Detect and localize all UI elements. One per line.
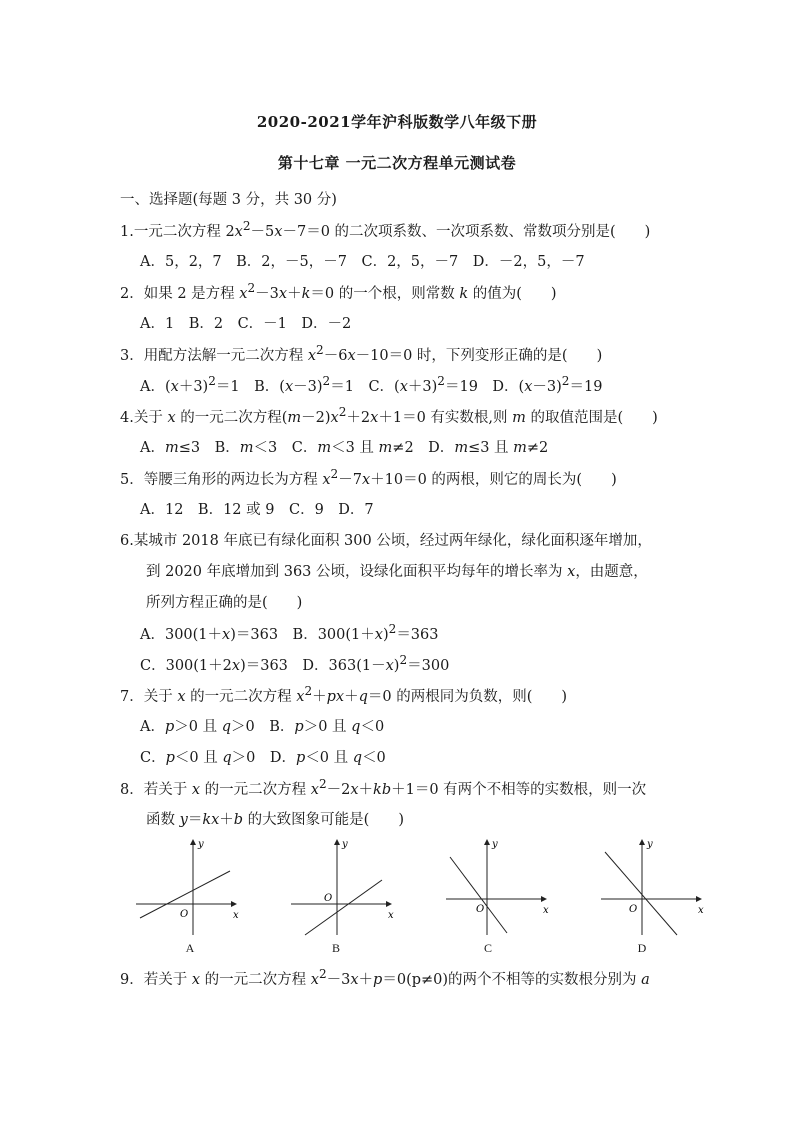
graph-d — [595, 835, 720, 960]
graph-d-plot — [595, 835, 720, 960]
question-6-line-3: 所列方程正确的是( ) — [146, 595, 303, 611]
graph-c-line — [450, 857, 507, 933]
graph-b-line — [305, 880, 382, 935]
question-8-line-2: 函数 y＝kx＋b 的大致图象可能是( ) — [146, 812, 405, 828]
question-3: 3．用配方法解一元二次方程 $x^2-6x-10=0$ 时，下列变形正确的是( ) — [120, 343, 603, 364]
y-label: y — [647, 839, 653, 850]
question-7-options-ab: A．p＞0 且 q＞0 B．p＞0 且 q＜0 — [140, 719, 385, 735]
x-label: x — [233, 910, 239, 921]
x-label: x — [543, 905, 549, 916]
question-1-options: A．5，2，7 B．2，－5，－7 C．2，5，－7 D．－2，5，－7 — [140, 254, 585, 270]
x-label: x — [388, 910, 394, 921]
question-7-options-cd: C．p＜0 且 q＞0 D．p＜0 且 q＜0 — [140, 750, 386, 766]
graph-b-plot — [285, 835, 410, 960]
graph-b-label: B — [331, 941, 340, 955]
y-label: y — [198, 839, 204, 850]
question-6-options-ab: A．300(1＋x)＝363 B．$300(1+x)^2=363$ — [140, 622, 439, 643]
question-1: 1.一元二次方程 $2x^2-5x-7=0$ 的二次项系数、一次项系数、常数项分别是( ) — [120, 219, 651, 240]
origin-label: O — [476, 904, 485, 915]
graph-d-line — [605, 852, 677, 935]
origin-label: O — [324, 893, 333, 904]
question-7: 7．关于 x 的一元二次方程 $x^2+px+q=0$ 的两根同为负数，则( ) — [120, 684, 568, 705]
x-label: x — [698, 905, 704, 916]
question-9: 9．若关于 x 的一元二次方程 $x^2-3x+p=0(p\ne 0)$的两个不相等的实数根分别为 a — [120, 967, 650, 988]
question-2-options: A．1 B．2 C．－1 D．－2 — [140, 316, 352, 332]
y-label: y — [342, 839, 348, 850]
graph-c-label: C — [483, 941, 492, 955]
question-8-graphs — [120, 835, 720, 960]
question-5: 5．等腰三角形的两边长为方程 $x^2-7x+10=0$ 的两根，则它的周长为( ) — [120, 467, 617, 488]
question-6-options-cd: C．300(1＋2x)＝363 D．$363(1-x)^2=300$ — [140, 653, 450, 674]
question-3-options: A．$(x+3)^2=1$ B．$(x-3)^2=1$ C．$(x+3)^2=19$ D．$(x-3)^2=19$ — [140, 374, 603, 395]
graph-c — [440, 835, 565, 960]
graph-b — [285, 835, 410, 960]
origin-label: O — [180, 909, 189, 920]
graph-a-label: A — [185, 941, 195, 955]
graph-c-plot — [440, 835, 565, 960]
y-label: y — [492, 839, 498, 850]
section-heading: 一、选择题(每题 3 分，共 30 分) — [120, 192, 337, 208]
question-4-options: A．m≤3 B．m＜3 C．m＜3 且 m≠2 D．m≤3 且 m≠2 — [140, 440, 549, 456]
question-5-options: A．12 B．12 或 9 C．9 D．7 — [140, 502, 374, 518]
graph-a — [130, 835, 255, 960]
question-4: 4.关于 x 的一元二次方程$(m-2)x^2+2x+1=0$ 有实数根,则 m 的取值范围是( ) — [120, 405, 658, 426]
document-title: 2020-2021学年沪科版数学八年级下册 — [256, 113, 538, 131]
origin-label: O — [629, 904, 638, 915]
question-6-line-1: 6.某城市 2018 年底已有绿化面积 300 公顷，经过两年绿化，绿化面积逐年增加， — [120, 533, 652, 549]
question-6-line-2: 到 2020 年底增加到 363 公顷，设绿化面积平均每年的增长率为 x，由题意， — [146, 564, 648, 580]
document-subtitle: 第十七章 一元二次方程单元测试卷 — [277, 154, 517, 172]
graph-d-label: D — [637, 941, 647, 955]
question-8-line-1: 8．若关于 x 的一元二次方程 $x^2-2x+kb+1=0$ 有两个不相等的实数根，则一次 — [120, 777, 647, 798]
question-2: 2．如果 2 是方程 $x^2-3x+k=0$ 的一个根，则常数 k 的值为( ) — [120, 281, 557, 302]
